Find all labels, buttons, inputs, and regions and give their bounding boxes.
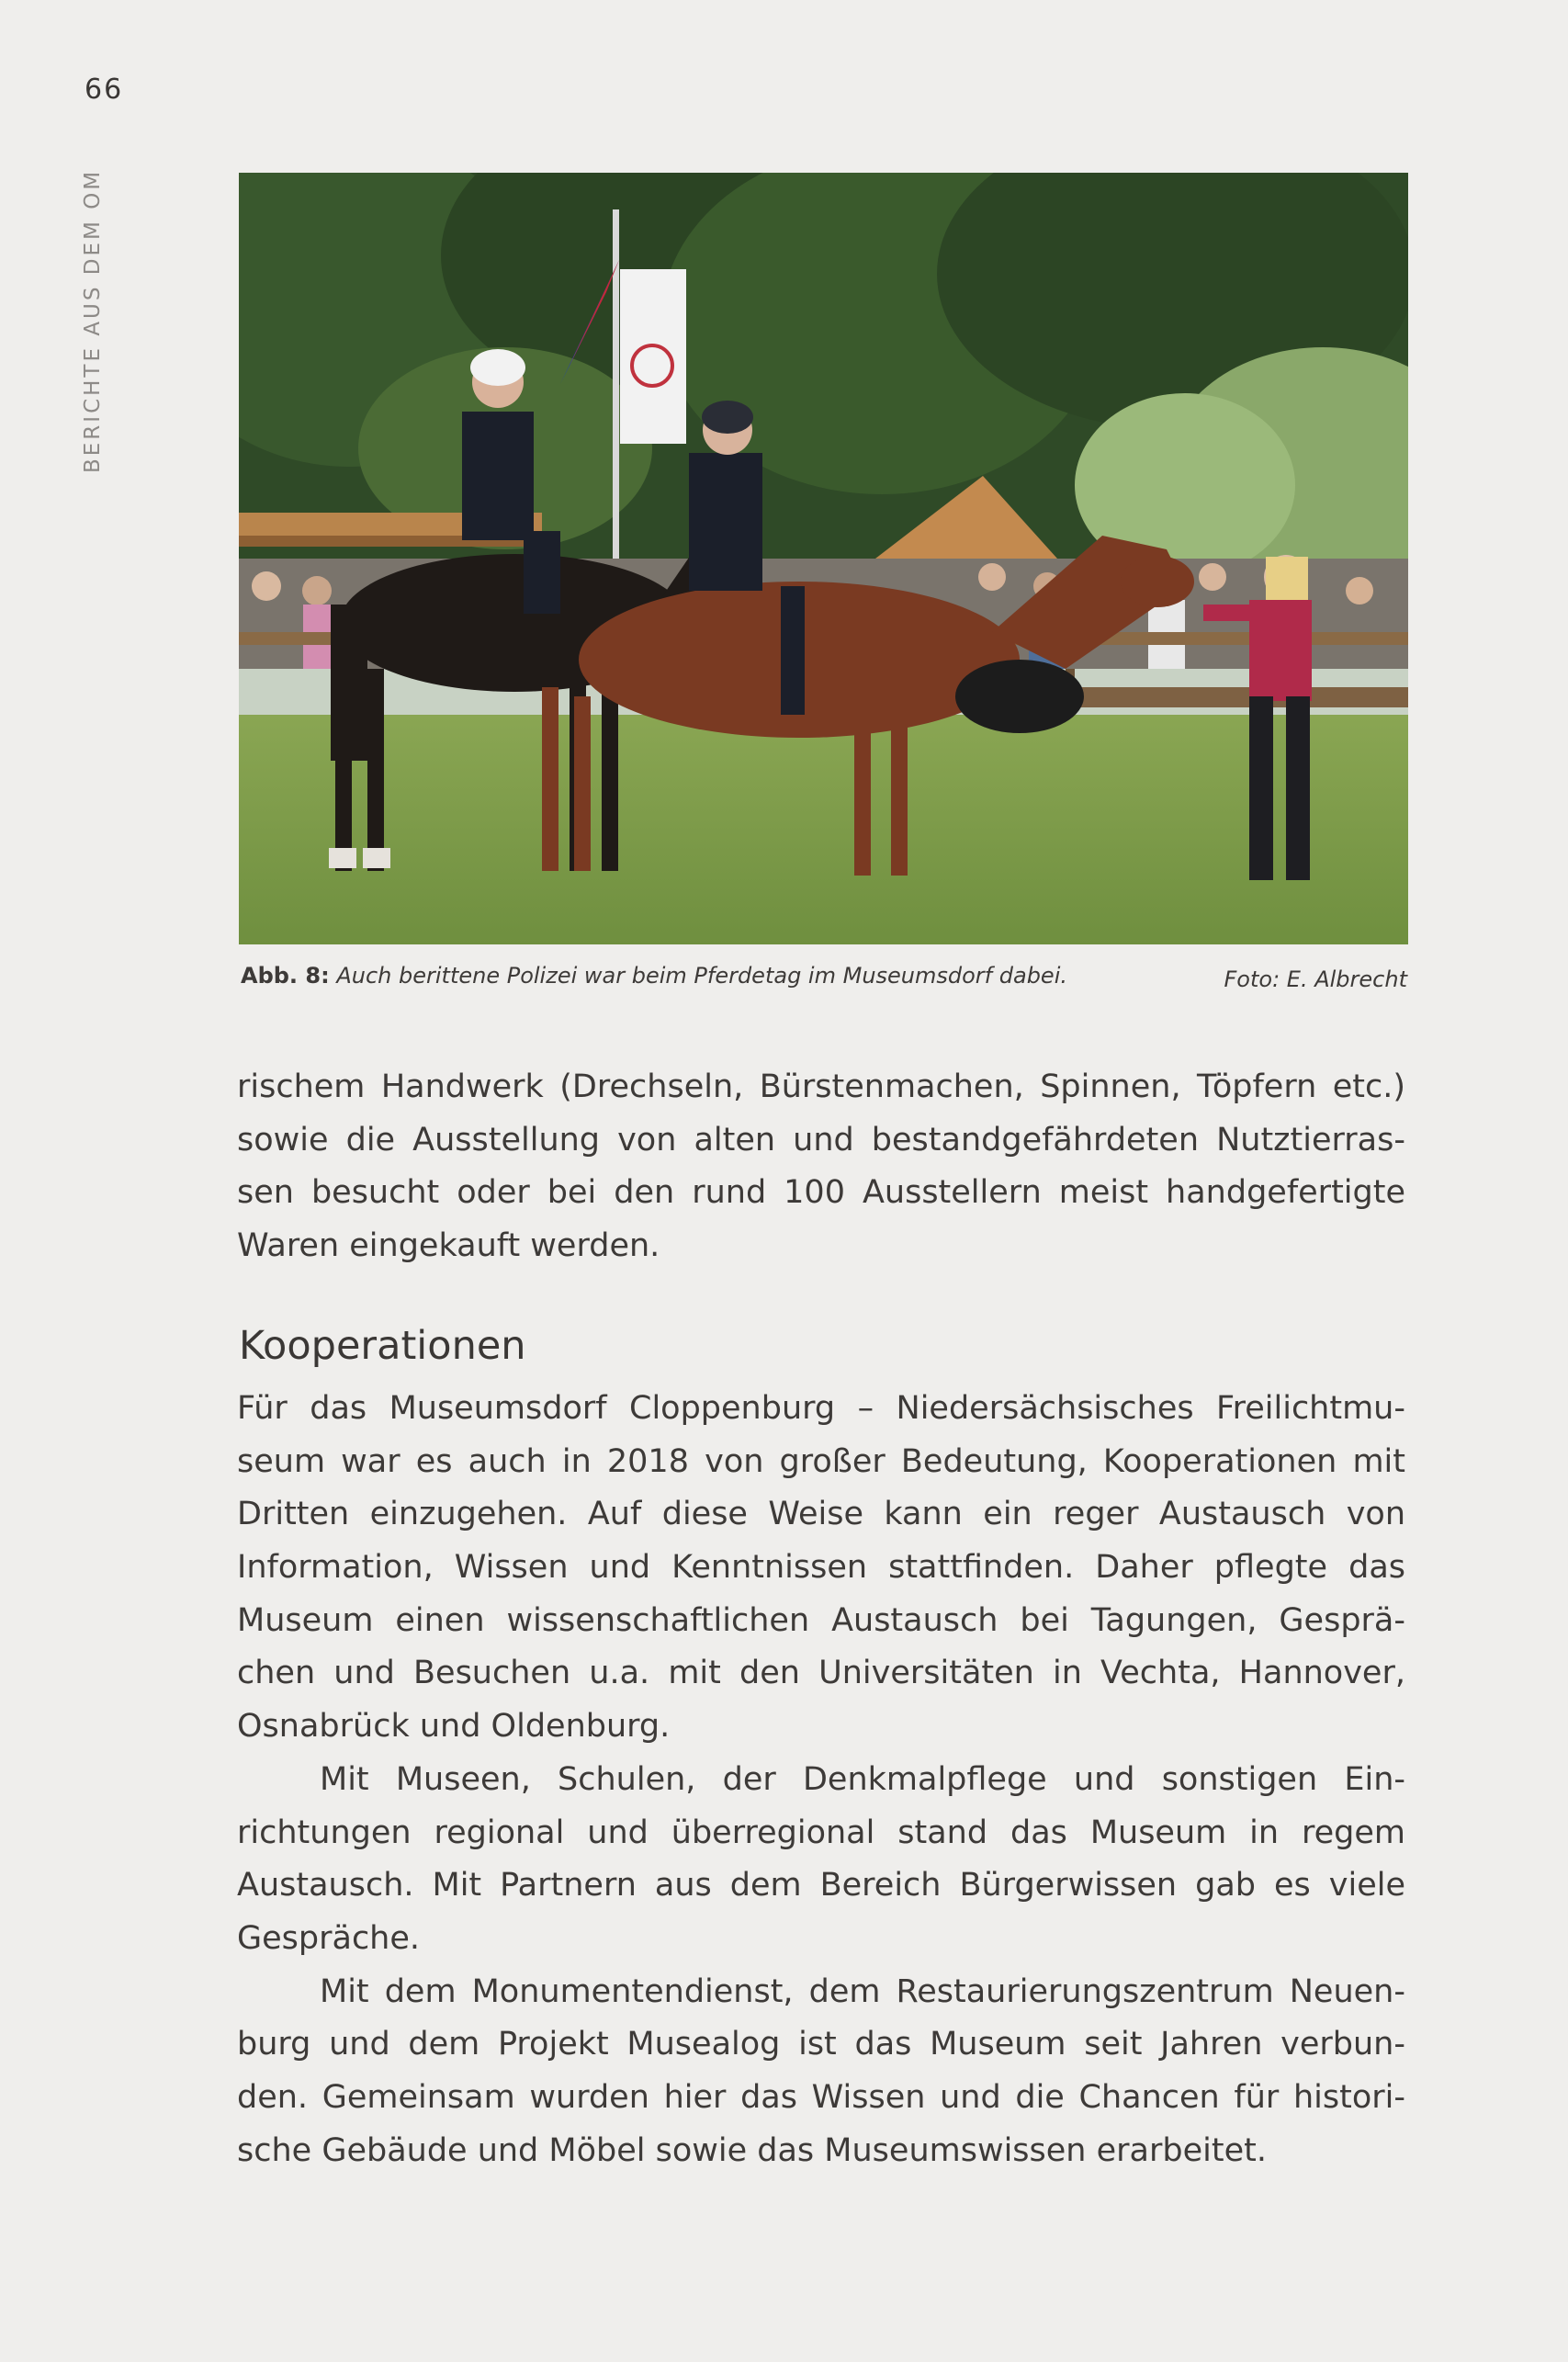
text-line: Für das Museumsdorf Cloppenburg – Niedersächsisches Freilichtmu- bbox=[237, 1390, 1405, 1427]
grass-field bbox=[239, 715, 1408, 944]
text-line: Mit Museen, Schulen, der Denkmalpflege und sonstigen Ein- bbox=[320, 1760, 1405, 1798]
text-line: Austausch. Mit Partnern aus dem Bereich Bürgerwissen gab es viele bbox=[237, 1867, 1405, 1904]
section-heading: Kooperationen bbox=[239, 1323, 526, 1369]
text-line: sen besucht oder bei den rund 100 Ausstellern meist handgefertigte bbox=[237, 1174, 1405, 1212]
running-head: BERICHTE AUS DEM OM bbox=[81, 168, 105, 473]
text-line: Osnabrück und Oldenburg. bbox=[237, 1708, 671, 1746]
text-line: burg und dem Projekt Musealog ist das Museum seit Jahren verbun- bbox=[237, 2026, 1405, 2063]
text-line: Information, Wissen und Kenntnissen stattfinden. Daher pflegte das bbox=[237, 1549, 1405, 1587]
text-line: rischem Handwerk (Drechseln, Bürstenmachen, Spinnen, Töpfern etc.) bbox=[237, 1068, 1405, 1105]
text-line: Dritten einzugehen. Auf diese Weise kann ein reger Austausch von bbox=[237, 1496, 1405, 1533]
text-line: den. Gemeinsam wurden hier das Wissen und die Chancen für histori- bbox=[237, 2078, 1405, 2116]
text-line: Museum einen wissenschaftlichen Austausch bei Tagungen, Gesprä- bbox=[237, 1601, 1405, 1639]
text-line: sowie die Ausstellung von alten und bestandgefährdeten Nutztierras- bbox=[237, 1121, 1405, 1158]
text-line: richtungen regional und überregional stand das Museum in regem bbox=[237, 1814, 1405, 1851]
caption-text: Auch berittene Polizei war beim Pferdetag im Museumsdorf dabei. bbox=[336, 963, 1067, 989]
text-line: Waren eingekauft werden. bbox=[237, 1227, 660, 1265]
paragraph-1 bbox=[237, 1383, 1405, 2177]
figure-caption bbox=[241, 963, 1407, 992]
page-number: 66 bbox=[85, 73, 124, 106]
text-line: sche Gebäude und Möbel sowie das Museumswissen erarbeitet. bbox=[237, 2131, 1267, 2169]
text-line: Gespräche. bbox=[237, 1919, 421, 1957]
figure-photo bbox=[239, 173, 1408, 944]
text-line: chen und Besuchen u.a. mit den Universitäten in Vechta, Hannover, bbox=[237, 1655, 1405, 1692]
text-line: Mit dem Monumentendienst, dem Restaurierungszentrum Neuen- bbox=[320, 1972, 1405, 2010]
intro-paragraph bbox=[237, 1061, 1405, 1273]
photo-credit: Foto: E. Albrecht bbox=[1224, 966, 1407, 992]
text-line: seum war es auch in 2018 von großer Bedeutung, Kooperationen mit bbox=[237, 1442, 1405, 1480]
caption-label: Abb. 8: bbox=[241, 963, 330, 989]
